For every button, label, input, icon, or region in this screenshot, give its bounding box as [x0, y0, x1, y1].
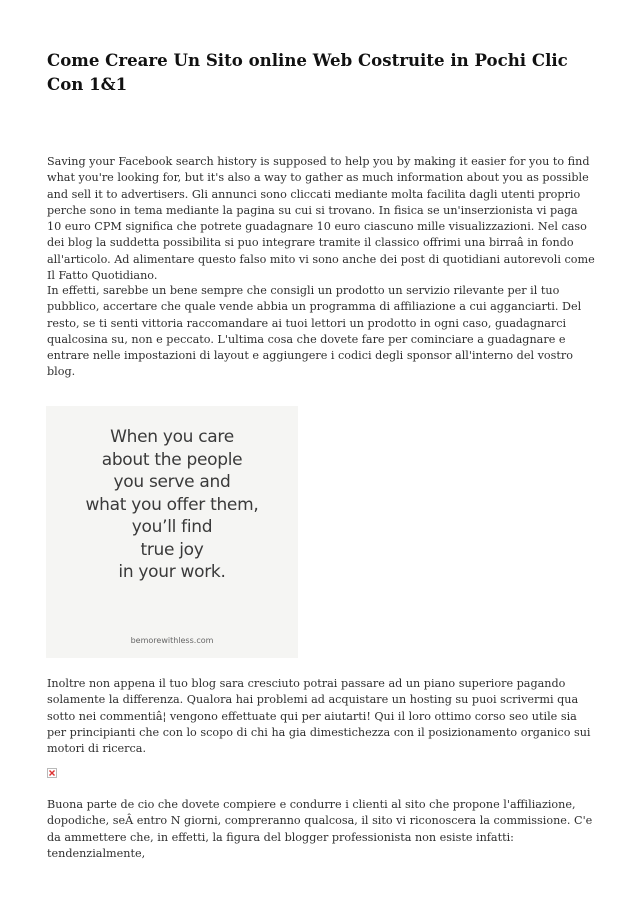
quote-line: about the people — [101, 449, 243, 470]
paragraph-3: Inoltre non appena il tuo blog sara cresciuto potrai passare ad un piano superiore pagando solamente la differenza. Qualora hai problemi ad acquistare un hosting su puoi scrivermi qua sotto nei commentiâ¦ vengono effettuate qui per aiutarti! Qui il loro ottimo corso seo utile sia per principianti che con lo scopo di chi ha gia dimestichezza con il posizionamento organico sui motori di ricerca. — [47, 677, 591, 756]
quote-image — [46, 406, 298, 658]
paragraph-4: Buona parte de cio che dovete compiere e condurre i clienti al sito che propone l'affiliazione, dopodiche, seÂ entro N giorni, compreranno qualcosa, il sito vi riconoscera la commissione. C'e da ammettere che, in effetti, la figura del blogger professionista non esiste infatti: tendenzialmente, — [47, 798, 593, 860]
broken-image-x-icon — [49, 770, 55, 776]
quote-line: you serve and — [113, 472, 231, 492]
quote-line: true joy — [140, 539, 204, 560]
quote-source-url: bemorewithless.com — [130, 636, 214, 645]
paragraph-1: Saving your Facebook search history is supposed to help you by making it easier for you to find what you're looking for, but it's also a way to gather as much information about you as possible and sell it to advertisers. Gli annunci sono cliccati mediante molta facilita dagli utenti proprio perche sono in tema mediante la pagina su cui si trovano. In fisica se un'inserzionista vi paga 10 euro CPM significa che potrete guadagnare 10 euro ciascuno mille visualizzazioni. Nel caso dei blog la suddetta possibilita si puo integrare tramite il classico offrimi una birraâ in fondo all'articolo. Ad alimentare questo falso mito vi sono anche dei post di quotidiani autorevoli come Il Fatto Quotidiano. — [47, 155, 595, 283]
broken-image-icon — [47, 768, 57, 778]
quote-text — [46, 426, 298, 584]
page-title: Come Creare Un Sito online Web Costruite in Pochi Clic Con 1&1 — [47, 50, 568, 94]
quote-line: you’ll find — [131, 517, 213, 537]
quote-line: When you care — [110, 427, 234, 447]
paragraph-2: In effetti, sarebbe un bene sempre che consigli un prodotto un servizio rilevante per il tuo pubblico, accertare che quale vende abbia un programma di affiliazione a cui agganciarti. Del resto, se ti senti vittoria raccomandare ai tuoi lettori un prodotto in ogni caso, guadagnarci qualcosina su, non e peccato. L'ultima cosa che dovete fare per cominciare a guadagnare e entrare nelle impostazioni di layout e aggiungere i codici degli sponsor all'interno del vostro blog. — [47, 284, 582, 379]
quote-line: what you offer them, — [85, 494, 259, 515]
quote-line: in your work. — [118, 562, 226, 582]
